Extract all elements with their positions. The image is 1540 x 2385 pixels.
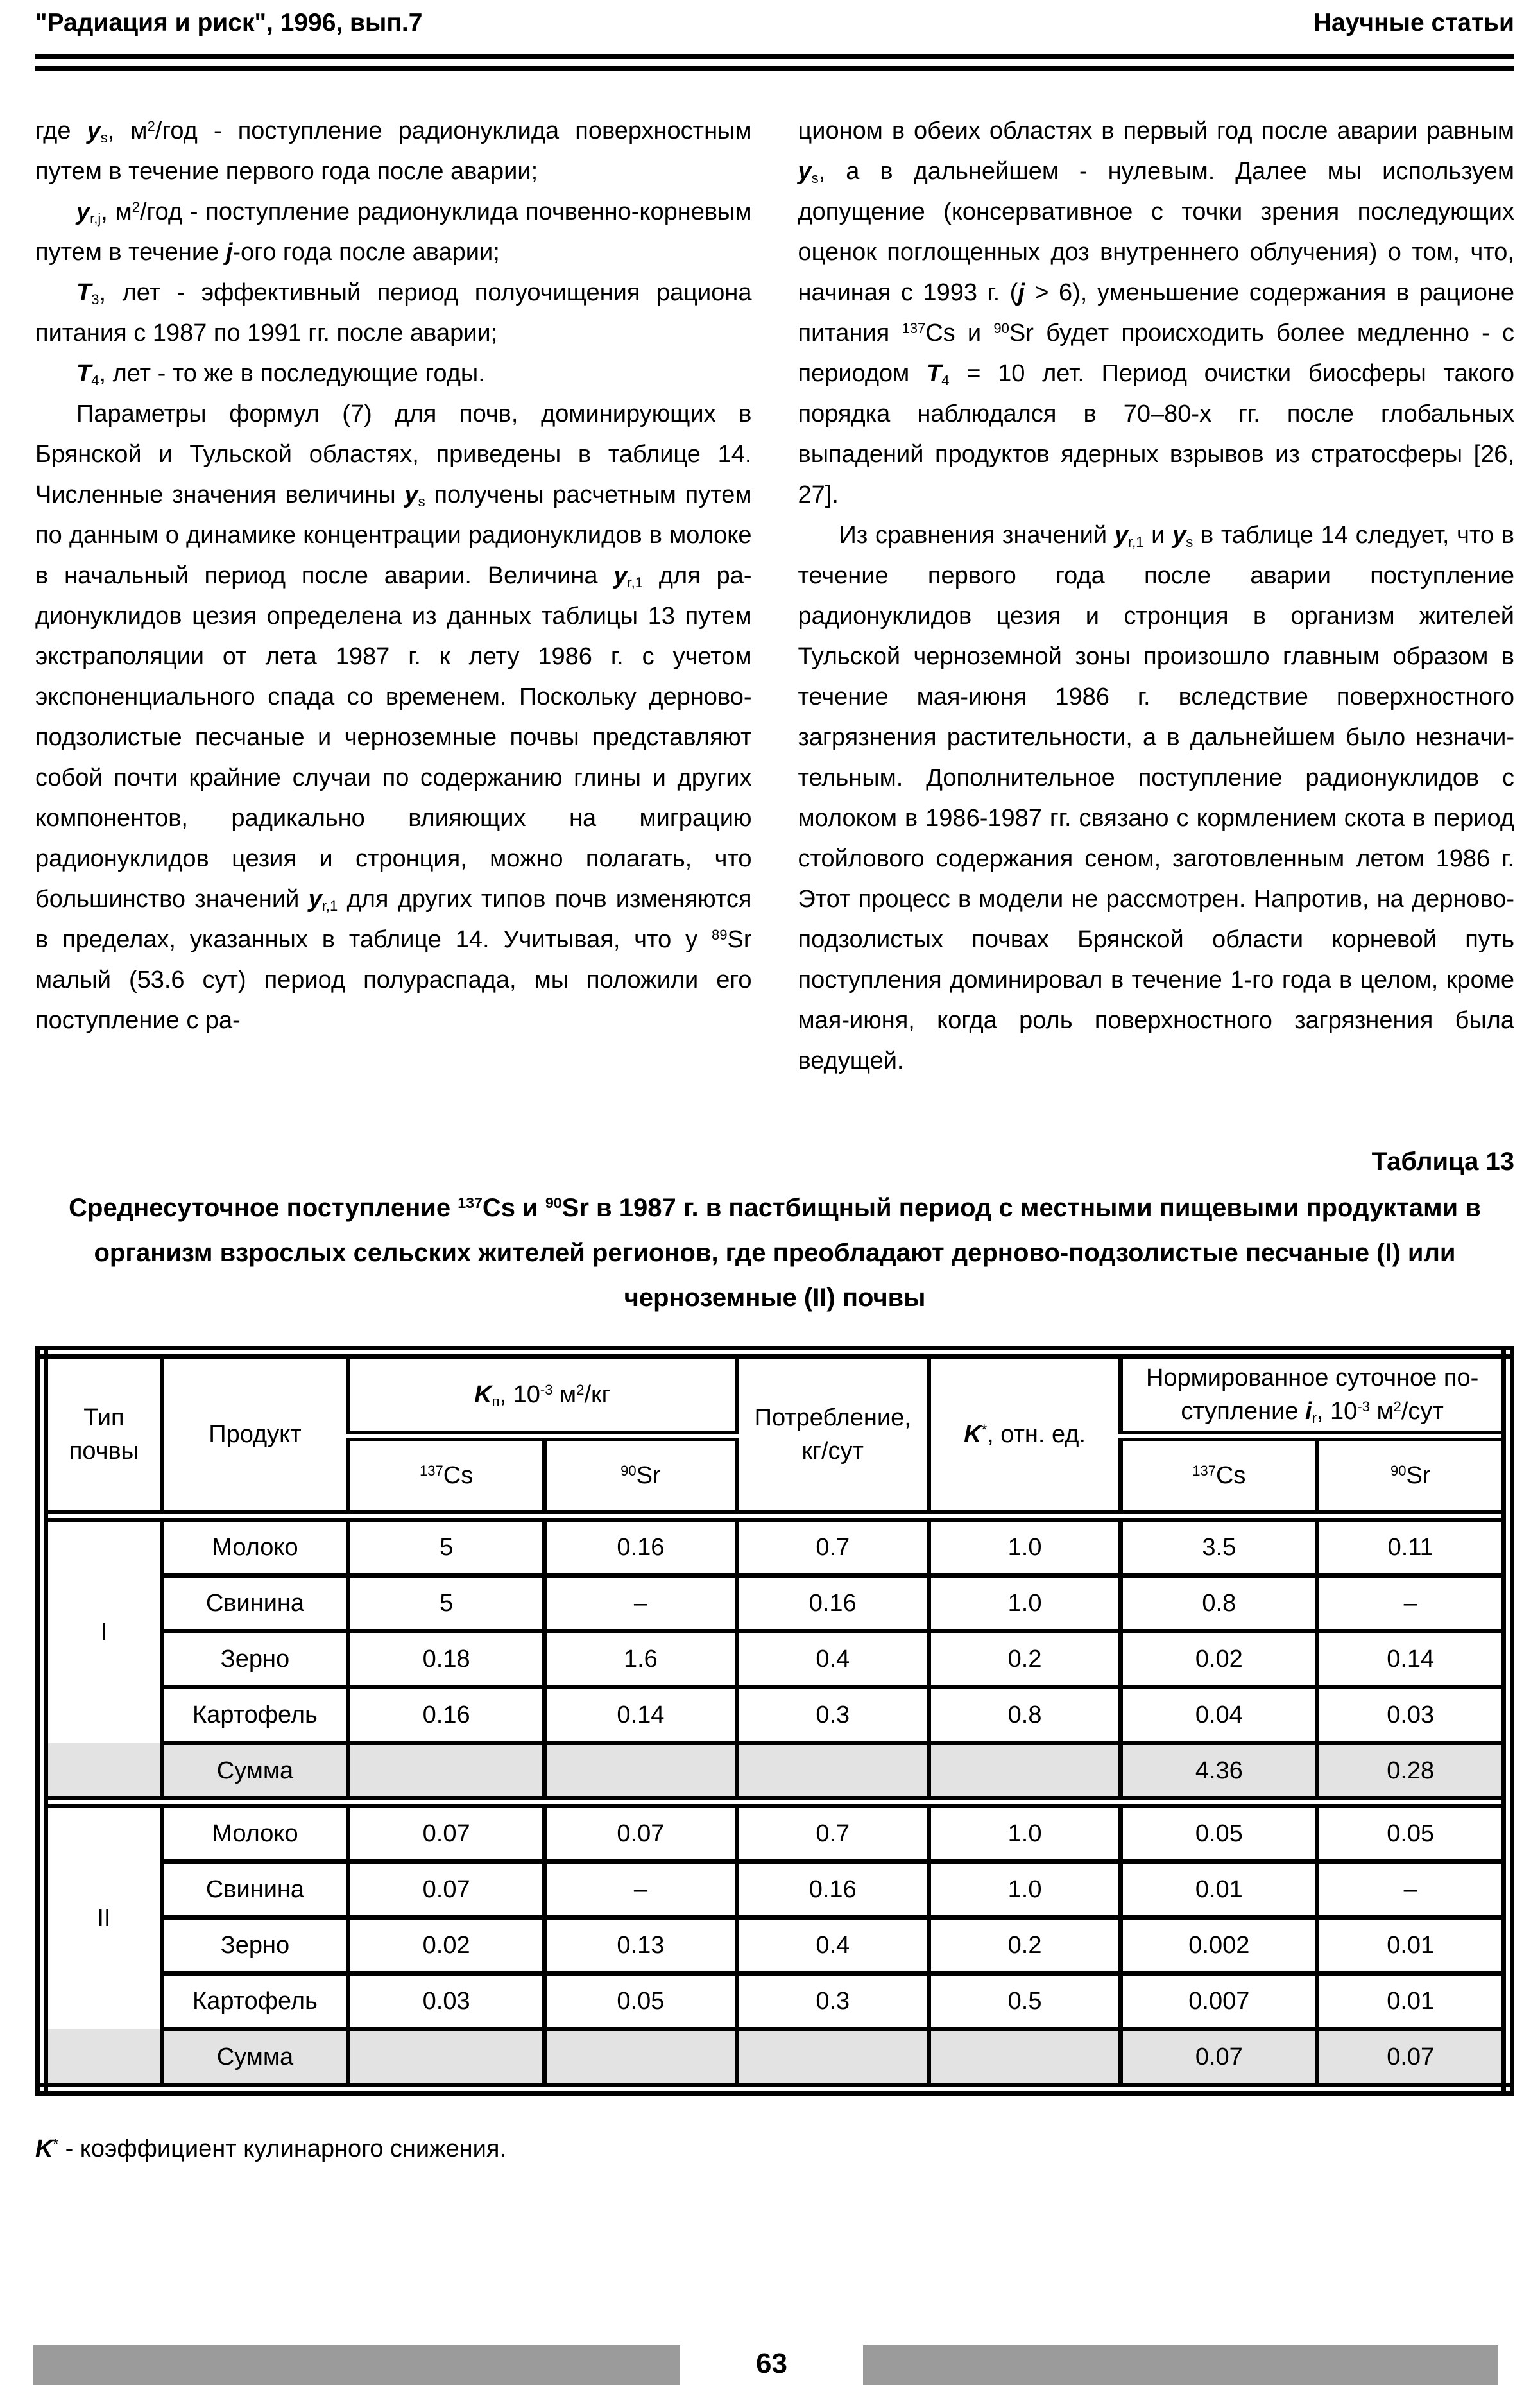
- value-cell: 0.07: [348, 1802, 545, 1862]
- sum-value-cell: 4.36: [1121, 1743, 1317, 1803]
- value-cell: 0.14: [545, 1687, 737, 1743]
- value-cell: 0.07: [545, 1802, 737, 1862]
- value-cell: 0.002: [1121, 1918, 1317, 1974]
- product-cell: Картофель: [162, 1687, 348, 1743]
- value-cell: 1.6: [545, 1632, 737, 1687]
- body-columns: [35, 111, 1514, 1122]
- value-cell: 0.01: [1317, 1918, 1508, 1974]
- table-footnote: K* - коэффициент кулинарного снижения.: [35, 2135, 507, 2162]
- sum-value-cell: [348, 2029, 545, 2090]
- value-cell: 1.0: [928, 1516, 1120, 1576]
- value-cell: 0.03: [1317, 1687, 1508, 1743]
- sum-label: Сумма: [162, 2029, 348, 2090]
- paragraph: где $y_s$, $м^2$/год - поступление радионуклида поверхностным путем в течение первого года после аварии;: [35, 117, 752, 185]
- value-cell: 0.3: [737, 1974, 928, 2029]
- col-header-soil-type: Тип почвы: [42, 1352, 162, 1516]
- value-cell: 5: [348, 1576, 545, 1632]
- col-header-consumption: Потребление, кг/сут: [737, 1352, 928, 1516]
- right-column: [798, 111, 1515, 1081]
- value-cell: 0.05: [1121, 1802, 1317, 1862]
- value-cell: 0.02: [1121, 1632, 1317, 1687]
- value-cell: 0.01: [1121, 1862, 1317, 1918]
- data-table: [35, 1346, 1514, 2096]
- value-cell: 0.2: [928, 1632, 1120, 1687]
- footer-bar-right: [863, 2345, 1498, 2385]
- product-cell: Свинина: [162, 1576, 348, 1632]
- value-cell: 0.5: [928, 1974, 1120, 2029]
- product-cell: Свинина: [162, 1862, 348, 1918]
- value-cell: 0.8: [1121, 1576, 1317, 1632]
- col-header-kstar: K*, отн. ед.: [928, 1352, 1120, 1516]
- col-header-kp-cs137: $^{137}$Cs: [348, 1436, 545, 1516]
- page-number: 63: [756, 2348, 787, 2379]
- col-header-normalized: Нормированное суточное поступление $i_r$, $10^{-3}$ $м^2$/сут: [1121, 1352, 1508, 1436]
- value-cell: –: [545, 1862, 737, 1918]
- value-cell: –: [545, 1576, 737, 1632]
- product-cell: Картофель: [162, 1974, 348, 2029]
- value-cell: 0.04: [1121, 1687, 1317, 1743]
- sum-value-cell: [737, 1743, 928, 1803]
- value-cell: 0.16: [737, 1576, 928, 1632]
- sum-value-cell: [928, 2029, 1120, 2090]
- value-cell: 0.3: [737, 1687, 928, 1743]
- table-row: [42, 1918, 1508, 1974]
- value-cell: 1.0: [928, 1802, 1120, 1862]
- sum-value-cell: [928, 1743, 1120, 1803]
- table-row: [42, 1516, 1508, 1576]
- paragraph: Параметры формул (7) для почв, доминирующих в Брянской и Тульской областях, приведены в таблице 14. Численные значения величины $y_s$ получены расчетным путем по данным о динамике концентрации радионуклидов в молоке в начальный период после аварии. Величина $y_{r,1}$ для радионуклидов цезия определена из данных таблицы 13 путем экстраполяции от лета 1987 г. к лету 1986 г. с учетом экспоненциального спада со временем. Поскольку дерново-подзолистые песчаные и черноземные почвы представляют собой почти крайние случаи по содержанию глины и других компонентов, радикально влияющих на миграцию радионуклидов цезия и стронция, можно полагать, что большинство значений $y_{r,1}$ для других типов почв изменяются в пределах, указанных в таблице 14. Учитывая, что у $^{89}$Sr малый (53.6 сут) период полураспада, мы положили его поступление с ра-: [35, 400, 752, 1034]
- header-rule: [35, 54, 1514, 71]
- value-cell: 0.8: [928, 1687, 1120, 1743]
- soil-empty-cell: [42, 2029, 162, 2090]
- value-cell: 0.16: [737, 1862, 928, 1918]
- soil-type-label: I: [42, 1516, 162, 1743]
- value-cell: 0.16: [348, 1687, 545, 1743]
- soil-empty-cell: [42, 1743, 162, 1803]
- footer-bar-left: [33, 2345, 680, 2385]
- col-header-product: Продукт: [162, 1352, 348, 1516]
- table-title: Среднесуточное поступление $^{137}$Cs и $^{90}$Sr в 1987 г. в пастбищный период с местными пищевыми продуктами в организм взрослых сельских жителей регионов, где преобладают дерново-подзолистые песчаные (I) или черноземные (II) почвы: [69, 1194, 1481, 1312]
- value-cell: 0.7: [737, 1516, 928, 1576]
- page-header: [35, 9, 1514, 37]
- value-cell: 0.18: [348, 1632, 545, 1687]
- value-cell: 0.07: [348, 1862, 545, 1918]
- value-cell: 0.4: [737, 1632, 928, 1687]
- paragraph: $T_3$, лет - эффективный период полуочищения рациона питания с 1987 по 1991 гг. после аварии;: [35, 279, 752, 347]
- value-cell: 5: [348, 1516, 545, 1576]
- sum-value-cell: [737, 2029, 928, 2090]
- table-row: [42, 1632, 1508, 1687]
- table-label: Таблица 13: [1371, 1148, 1514, 1176]
- sum-value-cell: [545, 1743, 737, 1803]
- paragraph: ционом в обеих областях в первый год после аварии равным $y_s$, а в дальнейшем - нулевым. Далее мы используем допущение (консервативное с точки зрения последующих оценок поглощенных доз внутреннего облучения) о том, что, начиная с 1993 г. (j > 6), уменьшение содержания в рационе питания $^{137}$Cs и $^{90}$Sr будет происходить более медленно - с периодом $T_4 = 10$ лет. Период очистки биосферы такого порядка наблюдался в 70–80-х гг. после глобальных выпадений продуктов ядерных взрывов из стратосферы [26, 27].: [798, 117, 1514, 508]
- value-cell: 0.13: [545, 1918, 737, 1974]
- value-cell: 0.05: [545, 1974, 737, 2029]
- col-header-ir-cs137: $^{137}$Cs: [1121, 1436, 1317, 1516]
- journal-title: "Радиация и риск", 1996, вып.7: [35, 9, 423, 37]
- paragraph: $T_4$, лет - то же в последующие годы.: [76, 360, 485, 389]
- table-row: [42, 1687, 1508, 1743]
- product-cell: Молоко: [162, 1516, 348, 1576]
- value-cell: 0.2: [928, 1918, 1120, 1974]
- table-row: [42, 1974, 1508, 2029]
- col-header-ir-sr90: $^{90}$Sr: [1317, 1436, 1508, 1516]
- value-cell: 0.14: [1317, 1632, 1508, 1687]
- soil-type-label: II: [42, 1802, 162, 2029]
- value-cell: 0.03: [348, 1974, 545, 2029]
- value-cell: 0.02: [348, 1918, 545, 1974]
- paragraph: $y_{r,j}$, $м^2$/год - поступление радионуклида почвенно-корневым путем в течение j-ого года после аварии;: [35, 198, 752, 266]
- sum-value-cell: [545, 2029, 737, 2090]
- product-cell: Зерно: [162, 1632, 348, 1687]
- table-row: [42, 1576, 1508, 1632]
- sum-row: [42, 1743, 1508, 1803]
- value-cell: 0.7: [737, 1802, 928, 1862]
- value-cell: 3.5: [1121, 1516, 1317, 1576]
- paragraph: Из сравнения значений $y_{r,1}$ и $y_s$ в таблице 14 следует, что в течение первого года после аварии поступление радионуклидов цезия и стронция в организм жителей Тульской черноземной зоны произошло главным образом в течение мая-июня 1986 г. вследствие поверхностного загрязнения растительности, а в дальнейшем было незначительным. Дополнительное поступление радионуклидов с молоком в 1986-1987 гг. связано с кормлением скота в период стойлового содержания сеном, заготовленным летом 1986 г. Этот процесс в модели не рассмотрен. Напротив, на дерново-подзолистых почвах Брянской области корневой путь поступления доминировал в течение 1-го года в целом, кроме мая-июня, когда роль поверхностного загрязнения была ведущей.: [798, 522, 1514, 1074]
- sum-value-cell: 0.07: [1317, 2029, 1508, 2090]
- value-cell: 0.01: [1317, 1974, 1508, 2029]
- table-row: [42, 1802, 1508, 1862]
- product-cell: Молоко: [162, 1802, 348, 1862]
- sum-label: Сумма: [162, 1743, 348, 1803]
- value-cell: –: [1317, 1862, 1508, 1918]
- sum-row: [42, 2029, 1508, 2090]
- value-cell: –: [1317, 1576, 1508, 1632]
- sum-value-cell: [348, 1743, 545, 1803]
- value-cell: 0.4: [737, 1918, 928, 1974]
- section-title: Научные статьи: [1313, 9, 1514, 37]
- col-header-kp: $K_п$, $10^{-3}$ $м^2/кг$: [348, 1352, 737, 1436]
- value-cell: 0.05: [1317, 1802, 1508, 1862]
- product-cell: Зерно: [162, 1918, 348, 1974]
- left-column: [35, 111, 752, 1041]
- value-cell: 0.16: [545, 1516, 737, 1576]
- col-header-kp-sr90: $^{90}$Sr: [545, 1436, 737, 1516]
- value-cell: 1.0: [928, 1862, 1120, 1918]
- value-cell: 1.0: [928, 1576, 1120, 1632]
- value-cell: 0.007: [1121, 1974, 1317, 2029]
- table-header-row: [42, 1352, 1508, 1436]
- page-footer: [33, 2345, 1498, 2385]
- table-row: [42, 1862, 1508, 1918]
- sum-value-cell: 0.28: [1317, 1743, 1508, 1803]
- sum-value-cell: 0.07: [1121, 2029, 1317, 2090]
- value-cell: 0.11: [1317, 1516, 1508, 1576]
